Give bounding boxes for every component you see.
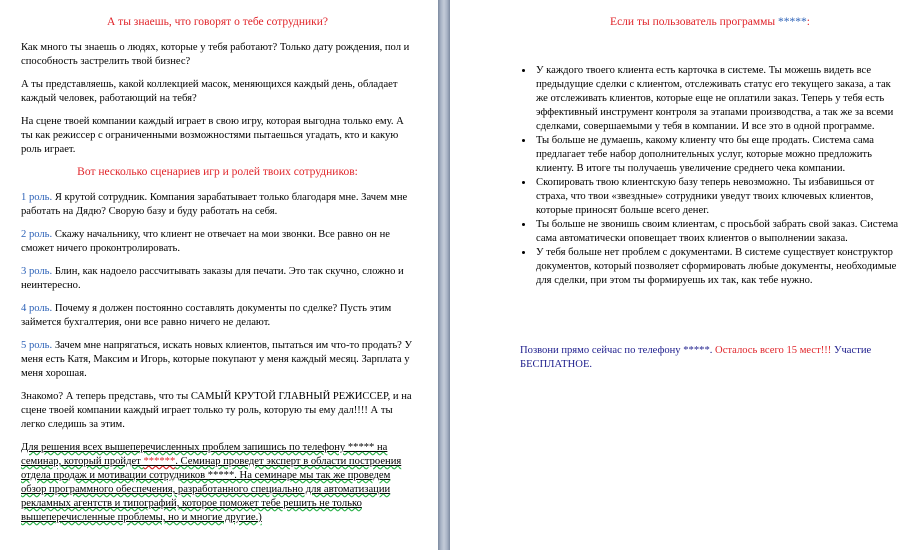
seminar-text-2: . Семинар проведет эксперт в области построения отдела продаж и мотивации сотрудников *****. На семинаре мы так же проведем обзор программного обеспечения, разработанного специально для автоматизации рекламных агентств и типографий, которое поможет тебе решить не только вышеперечисленные проблемы, но и многие другие.)	[21, 456, 402, 523]
feature-item: • У каждого твоего клиента есть карточка в системе. Ты можешь видеть все предыдущие сделки с клиентом, отслеживать статус его текущего заказа, а так же отслеживать клиентов, которые еще не оплатили заказ. Теперь у тебя есть эффективный инструмент контроля за этапами производства, а так же за всеми сделками, совершаемыми у тебя в компании. И все это в одной программе.	[534, 64, 900, 134]
right-page	[450, 0, 914, 550]
feature-item: • Ты больше не звонишь своим клиентам, с просьбой забрать свой заказ. Система сама автоматически оповещает твоих клиентов о выполнении заказа.	[534, 218, 900, 246]
cta-seats-left: Осталось всего 15 мест!!!	[712, 345, 832, 356]
director-paragraph: Знакомо? А теперь представь, что ты САМЫЙ КРУТОЙ ГЛАВНЫЙ РЕЖИССЕР, и на сцене твоей компании каждый играет только ту роль, которую ты ему дал!!!! А ты легко следишь за этим.	[21, 391, 412, 430]
role-label: 1 роль.	[21, 192, 53, 203]
role-label: 3 роль.	[21, 266, 53, 277]
feature-item: • Ты больше не думаешь, какому клиенту что бы еще продать. Система сама предлагает тебе набор дополнительных услуг, которые можно предложить клиенту. В итоге ты получаешь увеличение среднего чека компании.	[534, 134, 900, 176]
call-to-action	[520, 344, 900, 372]
scenarios-title: Вот несколько сценариев игр и ролей твоих сотрудников:	[77, 166, 358, 178]
role-text: Почему я должен постоянно составлять документы по сделке? Пусть этим займется бухгалтерия, они все равно ничего не делают.	[21, 303, 392, 328]
role-paragraph-5	[21, 339, 414, 381]
seminar-text-1: Для решения всех вышеперечисленных проблем запишись по телефону ***** на семинар, который пройдет	[21, 442, 388, 467]
program-name-stars: *****	[778, 16, 807, 28]
role-paragraph-4	[21, 302, 414, 330]
right-title-text: Если ты пользователь программы	[610, 16, 778, 28]
intro-paragraph-3: На сцене твоей компании каждый играет в свою игру, которая выгодна только ему. А ты как режиссер с ограниченными возможностями пытаешься угадать, кто и какую роль играет.	[21, 116, 404, 155]
role-label: 2 роль.	[21, 229, 53, 240]
role-paragraph-1	[21, 191, 414, 219]
role-text: Скажу начальнику, что клиент не отвечает на мои звонки. Все равно он не сможет ничего проконтролировать.	[21, 229, 390, 254]
right-page-title	[520, 16, 900, 29]
role-label: 4 роль.	[21, 303, 53, 314]
feature-item: • Скопировать твою клиентскую базу теперь невозможно. Ты избавишься от страха, что твои «звездные» сотрудники уведут твоих ключевых клиентов, которые приносят больше всего денег.	[534, 176, 900, 218]
seminar-date-stars: ******	[143, 456, 176, 467]
intro-paragraph-2: А ты представляешь, какой коллекцией масок, меняющихся каждый день, обладает каждый человек, работающий на тебя?	[21, 79, 398, 104]
page-gutter	[438, 0, 450, 550]
left-page-title: А ты знаешь, что говорят о тебе сотрудники?	[107, 16, 328, 28]
role-text: Я крутой сотрудник. Компания зарабатывает только благодаря мне. Зачем мне работать на Дядю? Сворую базу и буду работать на себя.	[21, 192, 408, 217]
role-paragraph-2	[21, 228, 414, 256]
intro-paragraph-1: Как много ты знаешь о людях, которые у тебя работают? Только дату рождения, пол и способность застрелить твой бизнес?	[21, 42, 410, 67]
cta-free-text: Участие БЕСПЛАТНОЕ.	[520, 345, 872, 370]
left-page	[0, 0, 438, 550]
role-paragraph-3	[21, 265, 414, 293]
right-title-colon: :	[806, 16, 810, 28]
seminar-paragraph	[21, 441, 414, 525]
cta-phone-text: Позвони прямо сейчас по телефону *****.	[520, 345, 713, 356]
feature-item: • У тебя больше нет проблем с документами. В системе существует конструктор документов, который позволяет сформировать любые документы, необходимые для сделки, при этом ты формируешь их так, как тебе нужно.	[534, 246, 900, 288]
role-text: Блин, как надоело рассчитывать заказы для печати. Это так скучно, сложно и неинтересно.	[21, 266, 404, 291]
role-label: 5 роль.	[21, 340, 53, 351]
feature-list	[520, 64, 900, 288]
role-text: Зачем мне напрягаться, искать новых клиентов, пытаться им что-то продать? У меня есть Катя, Максим и Игорь, которые покупают у меня каждый месяц. Зарплата у меня хорошая.	[21, 340, 413, 379]
